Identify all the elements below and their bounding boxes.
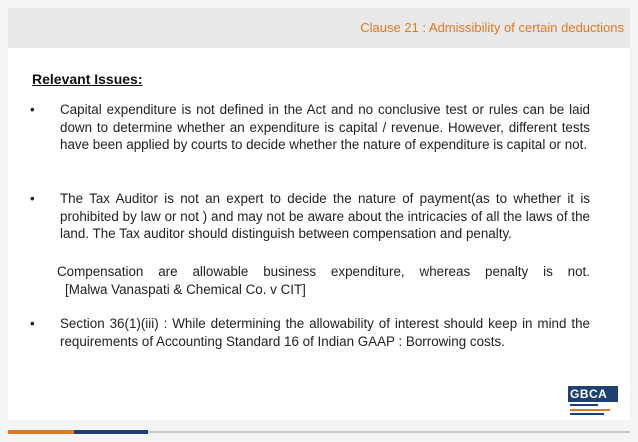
bullet-text: The Tax Auditor is not an expert to decide the nature of payment(as to whether it is prohibited by law or not ) and may not be aware about the intricacies of all the laws of the land. The Tax auditor should distinguish between compensation and penalty. [60,191,590,241]
bullet-item [30,190,590,243]
logo-tagline-graphic [568,404,618,416]
footer-brand-bar [74,430,148,434]
footer-accent-bar [8,430,74,434]
bullet-icon: • [30,191,35,206]
bullet-text: Section 36(1)(iii) : While determining the allowability of interest should keep in mind the requirements of Accounting Standard 16 of Indian GAAP : Borrowing costs. [60,316,590,349]
bullet-icon: • [30,102,35,117]
footer-rule [148,431,630,433]
bullet-item [30,315,590,350]
gbca-logo [568,386,618,416]
compensation-note-text: Compensation are allowable business expenditure, whereas penalty is not. [57,264,590,279]
logo-text: GBCA [570,387,608,401]
bullet-text: Capital expenditure is not defined in the Act and no conclusive test or rules can be laid down to determine whether an expenditure is capital / revenue. However, different tests have been applied by courts to decide whether the nature of expenditure is capital or not. [60,102,590,152]
slide-title: Clause 21 : Admissibility of certain deductions [360,20,624,35]
bullet-icon: • [30,316,35,331]
bullet-item [30,101,590,154]
case-citation: [Malwa Vanaspati & Chemical Co. v CIT] [65,281,306,297]
section-heading: Relevant Issues: [32,71,143,87]
compensation-note [57,263,590,298]
